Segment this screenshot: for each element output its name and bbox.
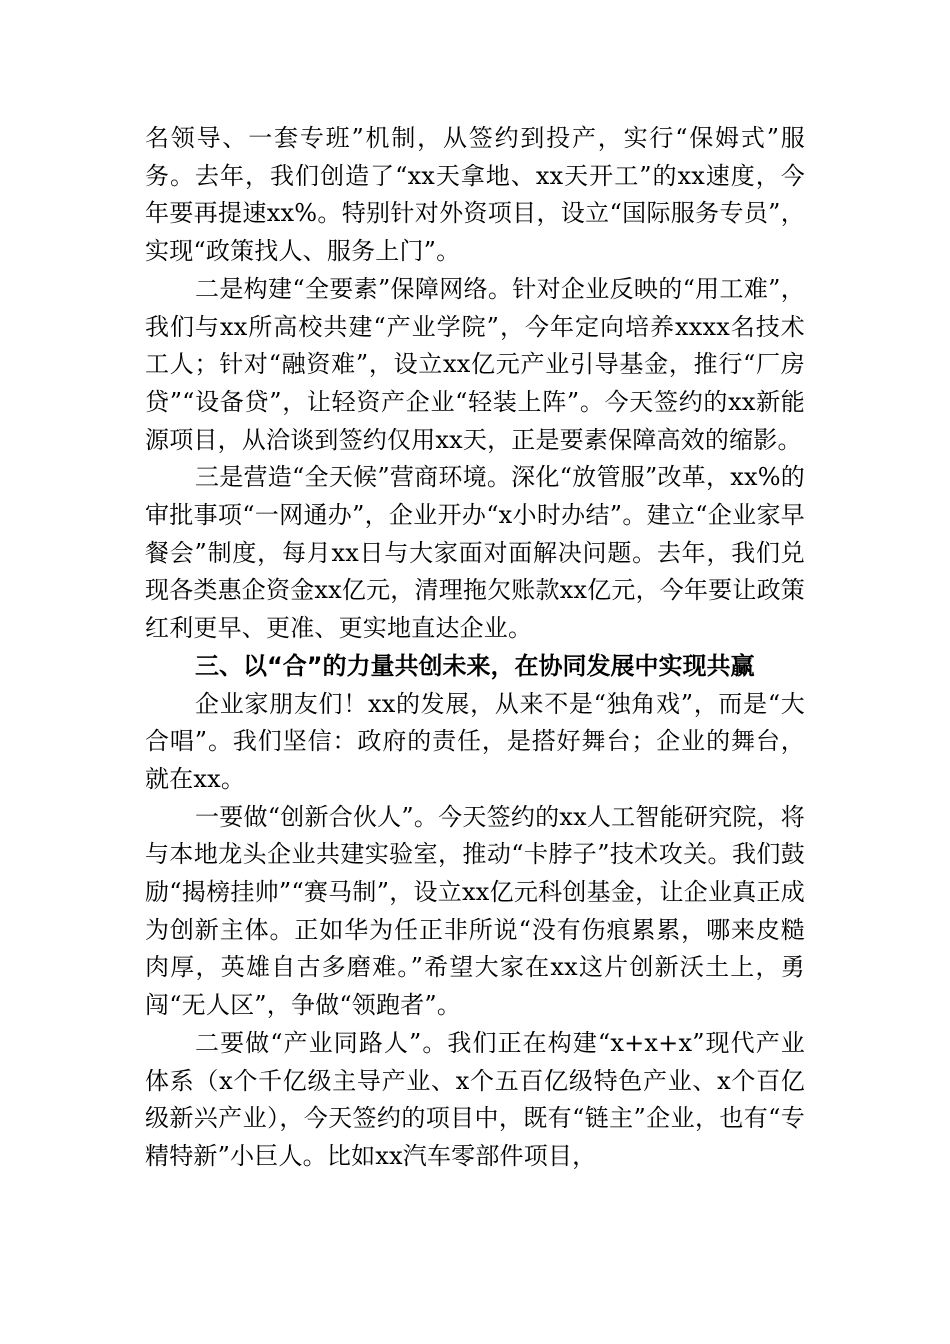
paragraph-factor-guarantee: 二是构建“全要素”保障网络。针对企业反映的“用工难”，我们与xx所高校共建“产业学院”，今年定向培养xxxx名技术工人；针对“融资难”，设立xx亿元产业引导基金，推行“厂房贷”“设备贷”，让轻资产企业“轻装上阵”。今天签约的xx新能源项目，从洽谈到签约仅用xx天，正是要素保障高效的缩影。	[145, 274, 805, 454]
paragraph-entrepreneur-address: 企业家朋友们！xx的发展，从来不是“独角戏”，而是“大合唱”。我们坚信：政府的责任，是搭好舞台；企业的舞台，就在xx。	[145, 689, 805, 793]
section-heading-three: 三、以“合”的力量共创未来，在协同发展中实现共赢	[195, 651, 755, 680]
paragraph-business-environment: 三是营造“全天候”营商环境。深化“放管服”改革，xx%的审批事项“一网通办”，企业开办“x小时办结”。建立“企业家早餐会”制度，每月xx日与大家面对面解决问题。去年，我们兑现各类惠企资金xx亿元，清理拖欠账款xx亿元，今年要让政策红利更早、更准、更实地直达企业。	[145, 463, 805, 643]
paragraph-industry-partner: 二要做“产业同路人”。我们正在构建“x+x+x”现代产业体系（x个千亿级主导产业、x个五百亿级特色产业、x个百亿级新兴产业），今天签约的项目中，既有“链主”企业，也有“专精特新”小巨人。比如xx汽车零部件项目，	[145, 1028, 805, 1170]
paragraph-innovation-partner: 一要做“创新合伙人”。今天签约的xx人工智能研究院，将与本地龙头企业共建实验室，推动“卡脖子”技术攻关。我们鼓励“揭榜挂帅”“赛马制”，设立xx亿元科创基金，让企业真正成为创新主体。正如华为任正非所说“没有伤痕累累，哪来皮糙肉厚，英雄自古多磨难。”希望大家在xx这片创新沃土上，勇闯“无人区”，争做“领跑者”。	[145, 802, 805, 1020]
paragraph-service-mechanism: 名领导、一套专班”机制，从签约到投产，实行“保姆式”服务。去年，我们创造了“xx天拿地、xx天开工”的xx速度，今年要再提速xx%。特别针对外资项目，设立“国际服务专员”，实现“政策找人、服务上门”。	[145, 124, 805, 266]
document-page	[145, 120, 805, 1176]
